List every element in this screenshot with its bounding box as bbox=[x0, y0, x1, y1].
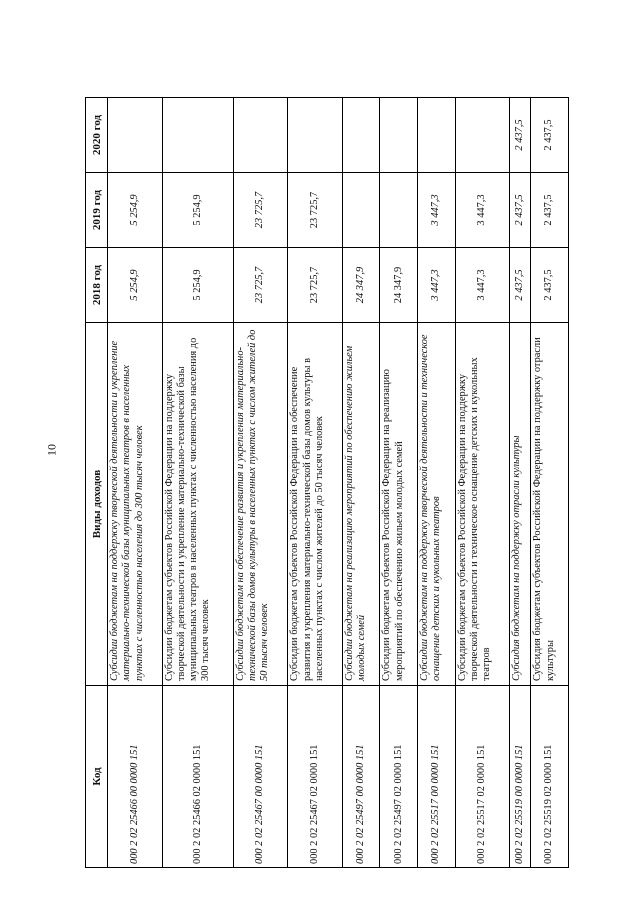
header-2018: 2018 год bbox=[86, 248, 108, 323]
row-code: 000 2 02 25497 00 0000 151 bbox=[342, 686, 380, 868]
header-2020: 2020 год bbox=[86, 98, 108, 173]
row-value-2020 bbox=[233, 98, 288, 173]
table-header-row bbox=[86, 98, 108, 868]
header-revenue-type: Виды доходов bbox=[86, 323, 108, 686]
row-value-2018: 3 447,3 bbox=[455, 248, 510, 323]
row-value-2019: 2 437,5 bbox=[531, 173, 569, 248]
row-value-2020 bbox=[108, 98, 163, 173]
row-description: Субсидии бюджетам субъектов Российской Федерации на обеспечение развития и укрепления материально-технической базы домов культуры в населенных пунктах с числом жителей до 50 тысяч человек bbox=[288, 323, 343, 686]
header-2019: 2019 год bbox=[86, 173, 108, 248]
row-value-2019: 23 725,7 bbox=[288, 173, 343, 248]
table-row bbox=[531, 98, 569, 868]
row-value-2019: 2 437,5 bbox=[510, 173, 531, 248]
table-row bbox=[380, 98, 418, 868]
row-description: Субсидии бюджетам субъектов Российской Федерации на реализацию мероприятий по обеспечению жильем молодых семей bbox=[380, 323, 418, 686]
row-value-2019: 3 447,3 bbox=[418, 173, 456, 248]
row-value-2018: 5 254,9 bbox=[108, 248, 163, 323]
row-code: 000 2 02 25467 02 0000 151 bbox=[288, 686, 343, 868]
row-code: 000 2 02 25519 02 0000 151 bbox=[531, 686, 569, 868]
row-value-2018: 2 437,5 bbox=[531, 248, 569, 323]
row-value-2019: 5 254,9 bbox=[162, 173, 233, 248]
table-row bbox=[342, 98, 380, 868]
row-value-2019: 5 254,9 bbox=[108, 173, 163, 248]
row-description: Субсидия бюджетам субъектов Российской Федерации на поддержку отрасли культуры bbox=[531, 323, 569, 686]
table-row bbox=[418, 98, 456, 868]
row-value-2019 bbox=[380, 173, 418, 248]
row-description: Субсидии бюджетам субъектов Российской Федерации на поддержку творческой деятельности и укрепление материально-технической базы муниципальных театров в населенных пунктах с численностью населения до 300 тысяч человек bbox=[162, 323, 233, 686]
row-description: Субсидии бюджетам субъектов Российской Федерации на поддержку творческой деятельности и техническое оснащение детских и кукольных театров bbox=[455, 323, 510, 686]
table-row bbox=[108, 98, 163, 868]
row-code: 000 2 02 25497 02 0000 151 bbox=[380, 686, 418, 868]
row-value-2018: 3 447,3 bbox=[418, 248, 456, 323]
row-value-2019: 23 725,7 bbox=[233, 173, 288, 248]
row-code: 000 2 02 25517 00 0000 151 bbox=[418, 686, 456, 868]
row-description: Субсидии бюджетам на поддержку творческой деятельности и укрепление материально-технической базы муниципальных театров в населенных пунктах с численностью населения до 300 тысяч человек bbox=[108, 323, 163, 686]
row-code: 000 2 02 25467 00 0000 151 bbox=[233, 686, 288, 868]
row-value-2018: 24 347,9 bbox=[380, 248, 418, 323]
row-value-2020 bbox=[288, 98, 343, 173]
row-value-2020 bbox=[380, 98, 418, 173]
row-value-2018: 2 437,5 bbox=[510, 248, 531, 323]
row-value-2020 bbox=[418, 98, 456, 173]
table-row bbox=[455, 98, 510, 868]
page-number: 10 bbox=[44, 444, 59, 456]
row-description: Субсидии бюджетам на реализацию мероприятий по обеспечению жильем молодых семей bbox=[342, 323, 380, 686]
row-value-2018: 24 347,9 bbox=[342, 248, 380, 323]
row-description: Субсидия бюджетам на поддержку отрасли культуры bbox=[510, 323, 531, 686]
row-value-2018: 23 725,7 bbox=[288, 248, 343, 323]
row-value-2020 bbox=[162, 98, 233, 173]
table-row bbox=[233, 98, 288, 868]
row-value-2020 bbox=[342, 98, 380, 173]
header-code: Код bbox=[86, 686, 108, 868]
table-row bbox=[162, 98, 233, 868]
row-value-2018: 23 725,7 bbox=[233, 248, 288, 323]
table-row bbox=[288, 98, 343, 868]
row-code: 000 2 02 25519 00 0000 151 bbox=[510, 686, 531, 868]
row-value-2019 bbox=[342, 173, 380, 248]
row-value-2018: 5 254,9 bbox=[162, 248, 233, 323]
revenue-table bbox=[85, 97, 569, 868]
rotated-table-container bbox=[85, 98, 569, 868]
row-value-2020: 2 437,5 bbox=[510, 98, 531, 173]
table-body bbox=[108, 98, 569, 868]
row-code: 000 2 02 25466 00 0000 151 bbox=[108, 686, 163, 868]
row-description: Субсидии бюджетам на поддержку творческой деятельности и техническое оснащение детских и кукольных театров bbox=[418, 323, 456, 686]
row-code: 000 2 02 25466 02 0000 151 bbox=[162, 686, 233, 868]
table-row bbox=[510, 98, 531, 868]
row-code: 000 2 02 25517 02 0000 151 bbox=[455, 686, 510, 868]
row-value-2019: 3 447,3 bbox=[455, 173, 510, 248]
row-description: Субсидии бюджетам на обеспечение развития и укрепления материально-технической базы домов культуры в населенных пунктах с числом жителей до 50 тысяч человек bbox=[233, 323, 288, 686]
row-value-2020: 2 437,5 bbox=[531, 98, 569, 173]
row-value-2020 bbox=[455, 98, 510, 173]
